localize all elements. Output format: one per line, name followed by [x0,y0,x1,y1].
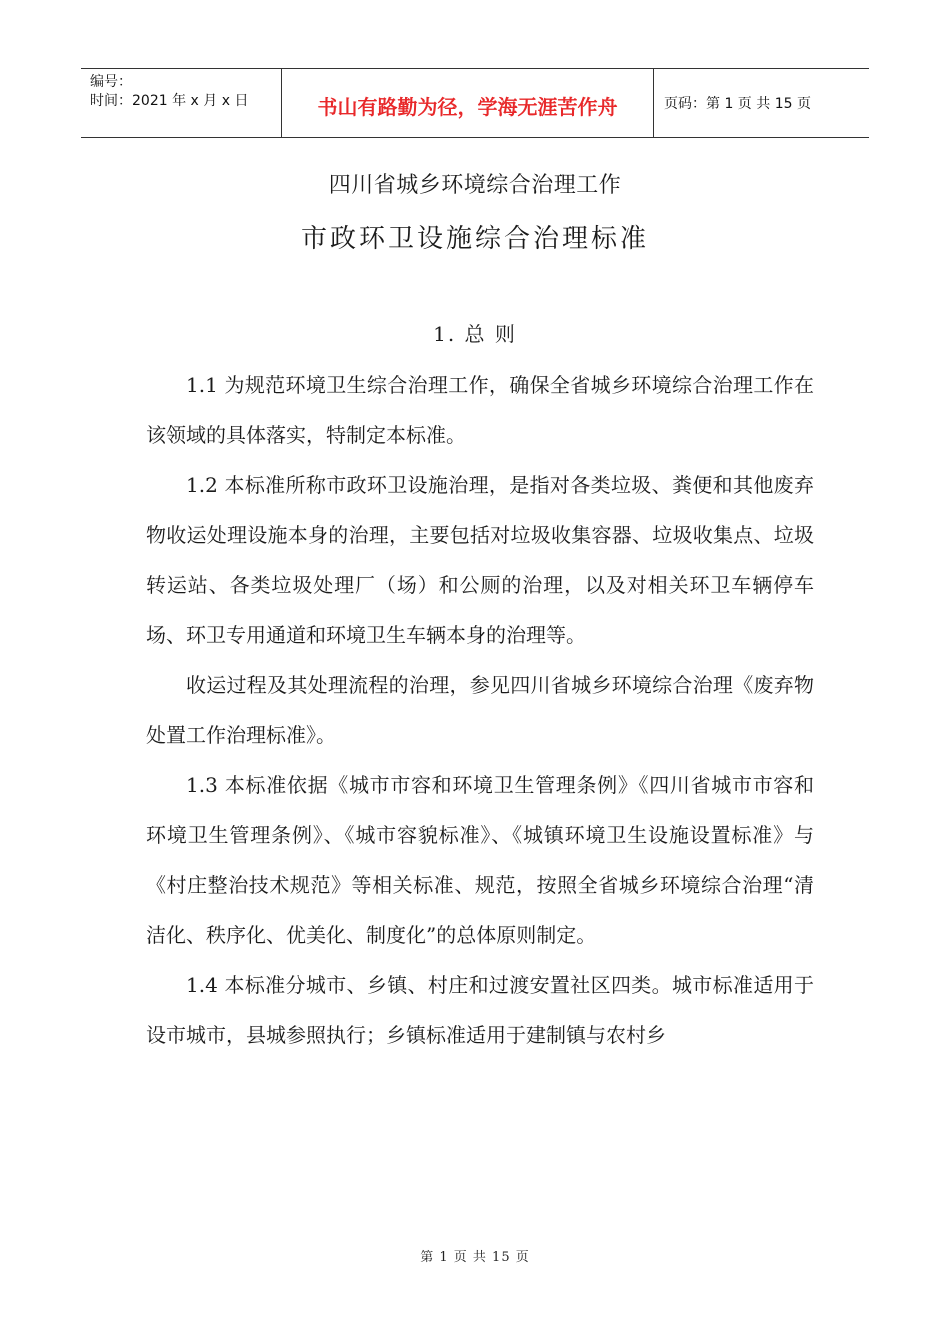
paragraph: 1.4 本标准分城市、乡镇、村庄和过渡安置社区四类。城市标准适用于设市城市，县城参照执行；乡镇标准适用于建制镇与农村乡 [146,973,814,1047]
document-title-line2: 市政环卫设施综合治理标准 [300,224,649,254]
document-title-line1: 四川省城乡环境综合治理工作 [328,173,622,198]
header-motto: 书山有路勤为径，学海无涯苦作舟 [282,69,654,137]
page-header [81,68,869,138]
header-page-info: 页码：第 1 页 共 15 页 [664,96,811,112]
paragraph: 1.3 本标准依据《城市市容和环境卫生管理条例》《四川省城市市容和环境卫生管理条例》、《城市容貌标准》、《城镇环境卫生设施设置标准》与《村庄整治技术规范》等相关标准、规范，按照全省城乡环境综合治理“清洁化、秩序化、优美化、制度化”的总体原则制定。 [146,773,814,947]
section-heading: 1. 总 则 [433,322,517,346]
paragraph: 收运过程及其处理流程的治理，参见四川省城乡环境综合治理《废弃物处置工作治理标准》。 [146,673,814,747]
serial-label: 编号： [90,74,132,90]
document-body [146,360,814,1060]
paragraph: 1.2 本标准所称市政环卫设施治理，是指对各类垃圾、粪便和其他废弃物收运处理设施本身的治理，主要包括对垃圾收集容器、垃圾收集点、垃圾转运站、各类垃圾处理厂（场）和公厕的治理，以及对相关环卫车辆停车场、环卫专用通道和环境卫生车辆本身的治理等。 [146,473,814,647]
paragraph: 1.1 为规范环境卫生综合治理工作，确保全省城乡环境综合治理工作在该领域的具体落实，特制定本标准。 [146,373,814,447]
header-meta [81,69,282,137]
time-label: 时间：2021 年 x 月 x 日 [90,93,249,109]
page-footer: 第 1 页 共 15 页 [420,1250,530,1265]
